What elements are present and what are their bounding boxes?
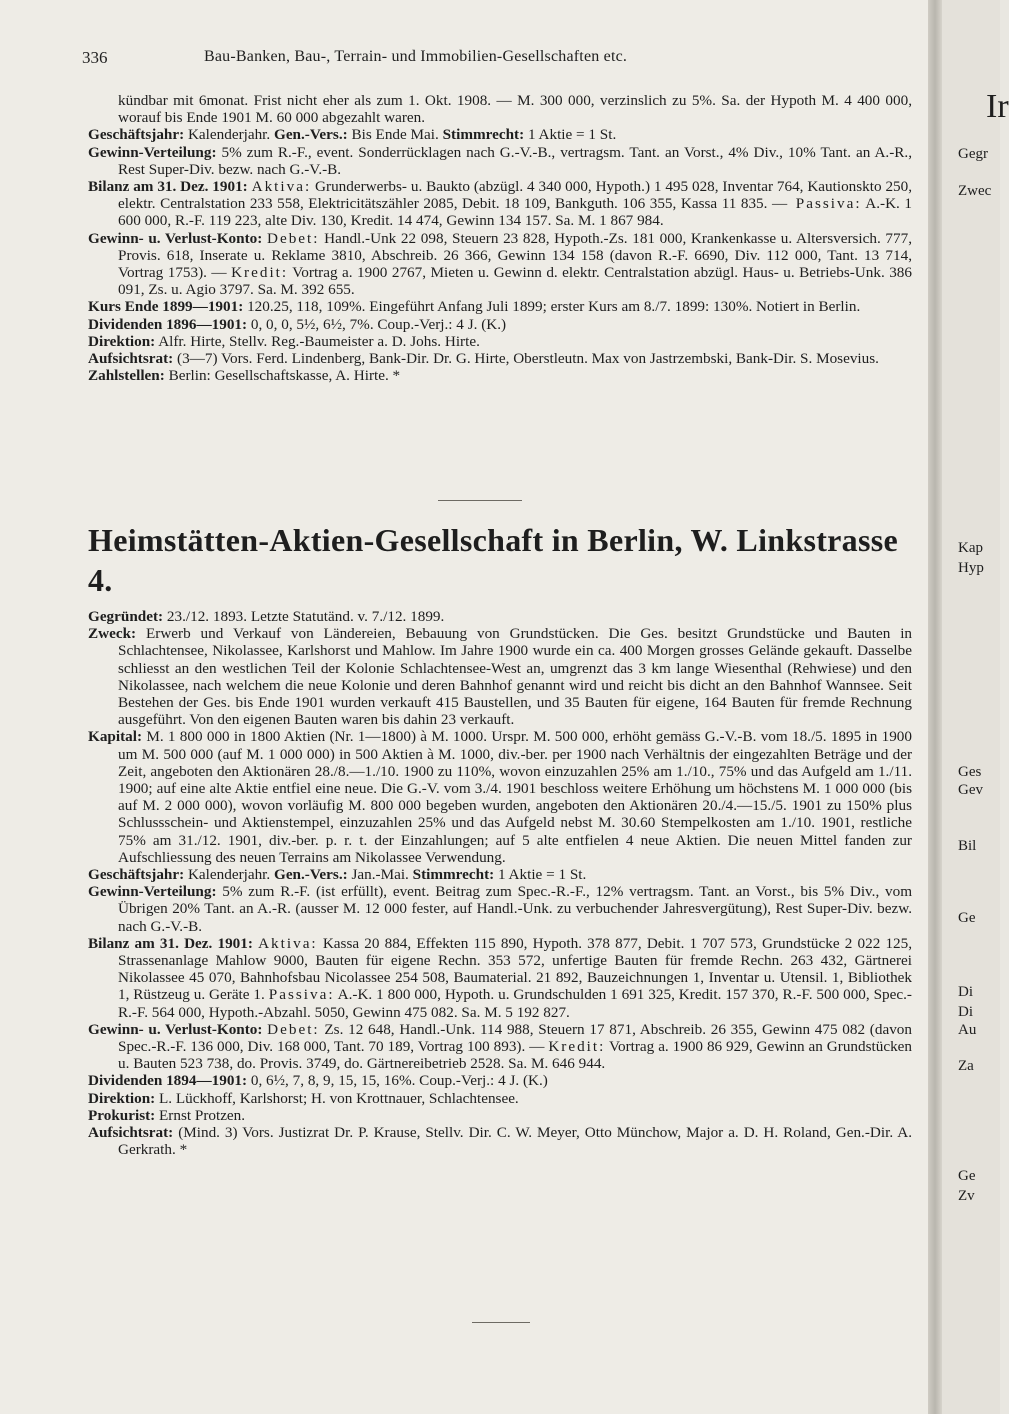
end-divider bbox=[472, 1322, 530, 1323]
field-bilanz-2: Bilanz am 31. Dez. 1901: Aktiva: Kassa 20 884, Effekten 115 890, Hypoth. 378 877, Debit. 1 707 573, Grundstücke 2 022 125, Strassenanlage Mahlow 9000, Bauten für eigene Rechn. 353 572, unfertige Bauten für fremde Rechn. 263 432, Gärtnerei Nikolassee 45 070, Bahnhofsbau Nicolassee 254 508, Baumaterial. 21 892, Bauzeichnungen 1, Inventar u. Utensil. 1, Bibliothek 1, Rüstzeug u. Geräte 1. Passiva: A.-K. 1 800 000, Hypoth. u. Grundschulden 1 691 325, Kredit. 157 370, R.-F. 500 000, Spec.-R.-F. 564 000, Hypoth.-Abzahl. 5050, Gewinn 475 082. Sa. M. 5 192 827. bbox=[88, 934, 913, 1021]
field-bilanz: Bilanz am 31. Dez. 1901: Aktiva: Grunderwerbs- u. Baukto (abzügl. 4 340 000, Hypoth.) 1 495 028, Inventar 764, Kautionskto 250, elektr. Centralstation 233 558, Elektricitätszähler 2085, Debit. 18 109, Bankguth. 106 355, Kassa 11 835. — Passiva: A.-K. 1 600 000, R.-F. 119 223, alte Div. 130, Kredit. 14 474, Gewinn 134 157. Sa. M. 1 867 984. bbox=[88, 178, 913, 230]
book-gutter bbox=[928, 0, 942, 1414]
right-page-fragment: Kap bbox=[958, 540, 983, 556]
running-title: Bau-Banken, Bau-, Terrain- und Immobilien-Gesellschaften etc. bbox=[204, 48, 628, 65]
right-page-fragment: Gev bbox=[958, 782, 983, 798]
field-kurs: Kurs Ende 1899—1901: 120.25, 118, 109%. Eingeführt Anfang Juli 1899; erster Kurs am 8./7. 1899: 130%. Notiert in Berlin. bbox=[88, 298, 861, 316]
right-page-fragment: Bil bbox=[958, 838, 977, 854]
field-kapital: Kapital: M. 1 800 000 in 1800 Aktien (Nr. 1—1800) à M. 1000. Urspr. M. 500 000, erhöht gemäss G.-V.-B. vom 18./5. 1895 in 1900 um M. 500 000 (auf M. 1 000 000) in 500 Aktien à M. 1000, div.-ber. per 1900 nach Verhältnis der eingezahlten Beträge und der Zeit, angeboten den Aktionären 28./8.—1./10. 1900 zu 110%, wovon einzuzahlen 25% am 1./10., 75% und das Aufgeld am 1./11. 1900; auf eine alte Aktie entfiel eine neue. Die G.-V. vom 3./4. 1901 beschloss weitere Erhöhung um höchstens M. 1 000 000 (bis auf M. 2 000 000), wovon vorläufig M. 800 000 begeben wurden, angeboten den Aktionären 20./4.—15./5. 1901 zu 150% plus Schlussschein- und Aktienstempel, einzuzahlen 25% und das Aufgeld nebst M. 30.60 Stempelkosten am 1./10. 1901, restliche 75% am 31./12. 1901, div.-ber. p. r. t. der Einzahlungen; auf 5 alte entfielen 4 neue Aktien. Die neuen Mittel fanden zur Aufschliessung des neuen Terrains am Nikolassee Verwendung. bbox=[88, 728, 912, 866]
entry-heimstaetten bbox=[88, 520, 912, 1159]
section-divider bbox=[438, 500, 522, 501]
field-aufsichtsrat-2: Aufsichtsrat: (Mind. 3) Vors. Justizrat Dr. P. Krause, Stellv. Dir. C. W. Meyer, Otto Münchow, Major a. D. H. Roland, Gen.-Dir. A. Gerkrath. * bbox=[88, 1124, 913, 1159]
running-head bbox=[82, 48, 922, 72]
right-page-fragment: Di bbox=[958, 984, 973, 1000]
field-dividenden-2: Dividenden 1894—1901: 0, 6½, 7, 8, 9, 15, 15, 16%. Coup.-Verj.: 4 J. (K.) bbox=[88, 1072, 548, 1090]
right-page-fragment: Hyp bbox=[958, 560, 984, 576]
field-zahlstellen: Zahlstellen: Berlin: Gesellschaftskasse, A. Hirte. * bbox=[88, 367, 401, 385]
page-number: 336 bbox=[82, 48, 108, 67]
field-gewinn-verteilung: Gewinn-Verteilung: 5% zum R.-F., event. Sonderrücklagen nach G.-V.-B., vertragsm. Tant. an Vorst., 4% Div., 10% Tant. an A.-R., Rest Super-Div. bezw. nach G.-V.-B. bbox=[88, 143, 913, 178]
field-gewinn-verteilung-2: Gewinn-Verteilung: 5% zum R.-F. (ist erfüllt), event. Beitrag zum Spec.-R.-F., 12% vertragsm. Tant. an Vorst., bis 5% Div., vom Übrigen 20% Tant. an A.-R. (ausser M. 12 000 fester, auf Handl.-Unk. zu verbuchender Jahresvergütung), Rest Super-Div. bezw. nach G.-V.-B. bbox=[88, 883, 913, 935]
field-geschaeftsjahr-2: Geschäftsjahr: Kalenderjahr. Gen.-Vers.: Jan.-Mai. Stimmrecht: 1 Aktie = 1 St. bbox=[88, 866, 587, 884]
field-direktion-2: Direktion: L. Lückhoff, Karlshorst; H. von Krottnauer, Schlachtensee. bbox=[88, 1089, 519, 1107]
right-page-fragment: Gegr bbox=[958, 146, 988, 162]
right-page-fragment: Di bbox=[958, 1004, 973, 1020]
entry-previous-company bbox=[88, 92, 912, 384]
field-dividenden: Dividenden 1896—1901: 0, 0, 0, 5½, 6½, 7%. Coup.-Verj.: 4 J. (K.) bbox=[88, 315, 507, 333]
field-aufsichtsrat: Aufsichtsrat: (3—7) Vors. Ferd. Lindenberg, Bank-Dir. Dr. G. Hirte, Oberstleutn. Max von Jastrzembski, Bank-Dir. S. Mosevius. bbox=[88, 350, 879, 368]
right-page-fragment: Zv bbox=[958, 1188, 975, 1204]
field-gewinn-verlust-2: Gewinn- u. Verlust-Konto: Debet: Zs. 12 648, Handl.-Unk. 114 988, Steuern 17 871, Abschreib. 26 355, Gewinn 475 082 (davon Spec.-R.-F. 136 000, Div. 168 000, Tant. 70 189, Vortrag 100 893). — Kredit: Vortrag a. 1900 86 929, Gewinn an Grundstücken u. Bauten 523 738, do. Provis. 3749, do. Gärtnereibetrieb 2528. Sa. M. 646 944. bbox=[88, 1020, 913, 1073]
company-heading: Heimstätten-Aktien-Gesellschaft in Berlin, W. Linkstrasse 4. bbox=[88, 522, 898, 598]
right-page-fragment: Zwec bbox=[958, 183, 992, 199]
field-direktion: Direktion: Alfr. Hirte, Stellv. Reg.-Baumeister a. D. Johs. Hirte. bbox=[88, 332, 480, 350]
right-page-fragment: Ges bbox=[958, 764, 982, 780]
right-page-fragment: Ir bbox=[986, 88, 1009, 125]
right-page-edge bbox=[942, 0, 1009, 1414]
field-geschaeftsjahr: Geschäftsjahr: Kalenderjahr. Gen.-Vers.: Bis Ende Mai. Stimmrecht: 1 Aktie = 1 St. bbox=[88, 126, 617, 144]
right-page-fragment: Ge bbox=[958, 1168, 976, 1184]
field-zweck: Zweck: Erwerb und Verkauf von Ländereien, Bebauung von Grundstücken. Die Ges. besitzt Grundstücke und Bauten in Schlachtensee, Nikolassee, Karlshorst und Mahlow. Im Jahre 1900 wurde ein ca. 400 Morgen grosses Gelände gekauft. Dasselbe schliesst an den westlichen Teil der Kolonie Schlachtensee-West an, umgrenzt das 3 km lange Wiesenthal (Rehwiese) und den Nikolassee, nach welchem die neue Kolonie und deren Bahnhof genannt wird und reicht bis dicht an den Bahnhof Wannsee. Seit Bestehen der Ges. bis Ende 1901 wurden verkauft 415 Baustellen, und 35 Bauten für eigene, 164 Bauten für fremde Rechnung ausgeführt. Von den eigenen Bauten waren bis dahin 23 verkauft. bbox=[88, 625, 913, 729]
field-gewinn-verlust: Gewinn- u. Verlust-Konto: Debet: Handl.-Unk 22 098, Steuern 23 828, Hypoth.-Zs. 181 000, Krankenkasse u. Altersversich. 777, Provis. 618, Inserate u. Reklame 3810, Abschreib. 26 366, Gewinn 134 158 (davon R.-F. 6690, Div. 112 000, Tant. 13 714, Vortrag 1753). — Kredit: Vortrag a. 1900 2767, Mieten u. Gewinn d. elektr. Centralstation abzügl. Haus- u. Betriebs-Unk. 386 091, Zs. u. Agio 3797. Sa. M. 392 655. bbox=[88, 229, 913, 299]
field-prokurist: Prokurist: Ernst Protzen. bbox=[88, 1106, 246, 1124]
right-page-fragment: Au bbox=[958, 1022, 977, 1038]
text-kuendbar: kündbar mit 6monat. Frist nicht eher als zum 1. Okt. 1908. — M. 300 000, verzinslich zu 5%. Sa. der Hypoth M. 4 400 000, worauf bis Ende 1901 M. 60 000 abgezahlt waren. bbox=[118, 92, 912, 127]
right-page-fragment: Za bbox=[958, 1058, 974, 1074]
right-page-fragment: Ge bbox=[958, 910, 976, 926]
field-gegruendet: Gegründet: 23./12. 1893. Letzte Statutänd. v. 7./12. 1899. bbox=[88, 608, 445, 625]
